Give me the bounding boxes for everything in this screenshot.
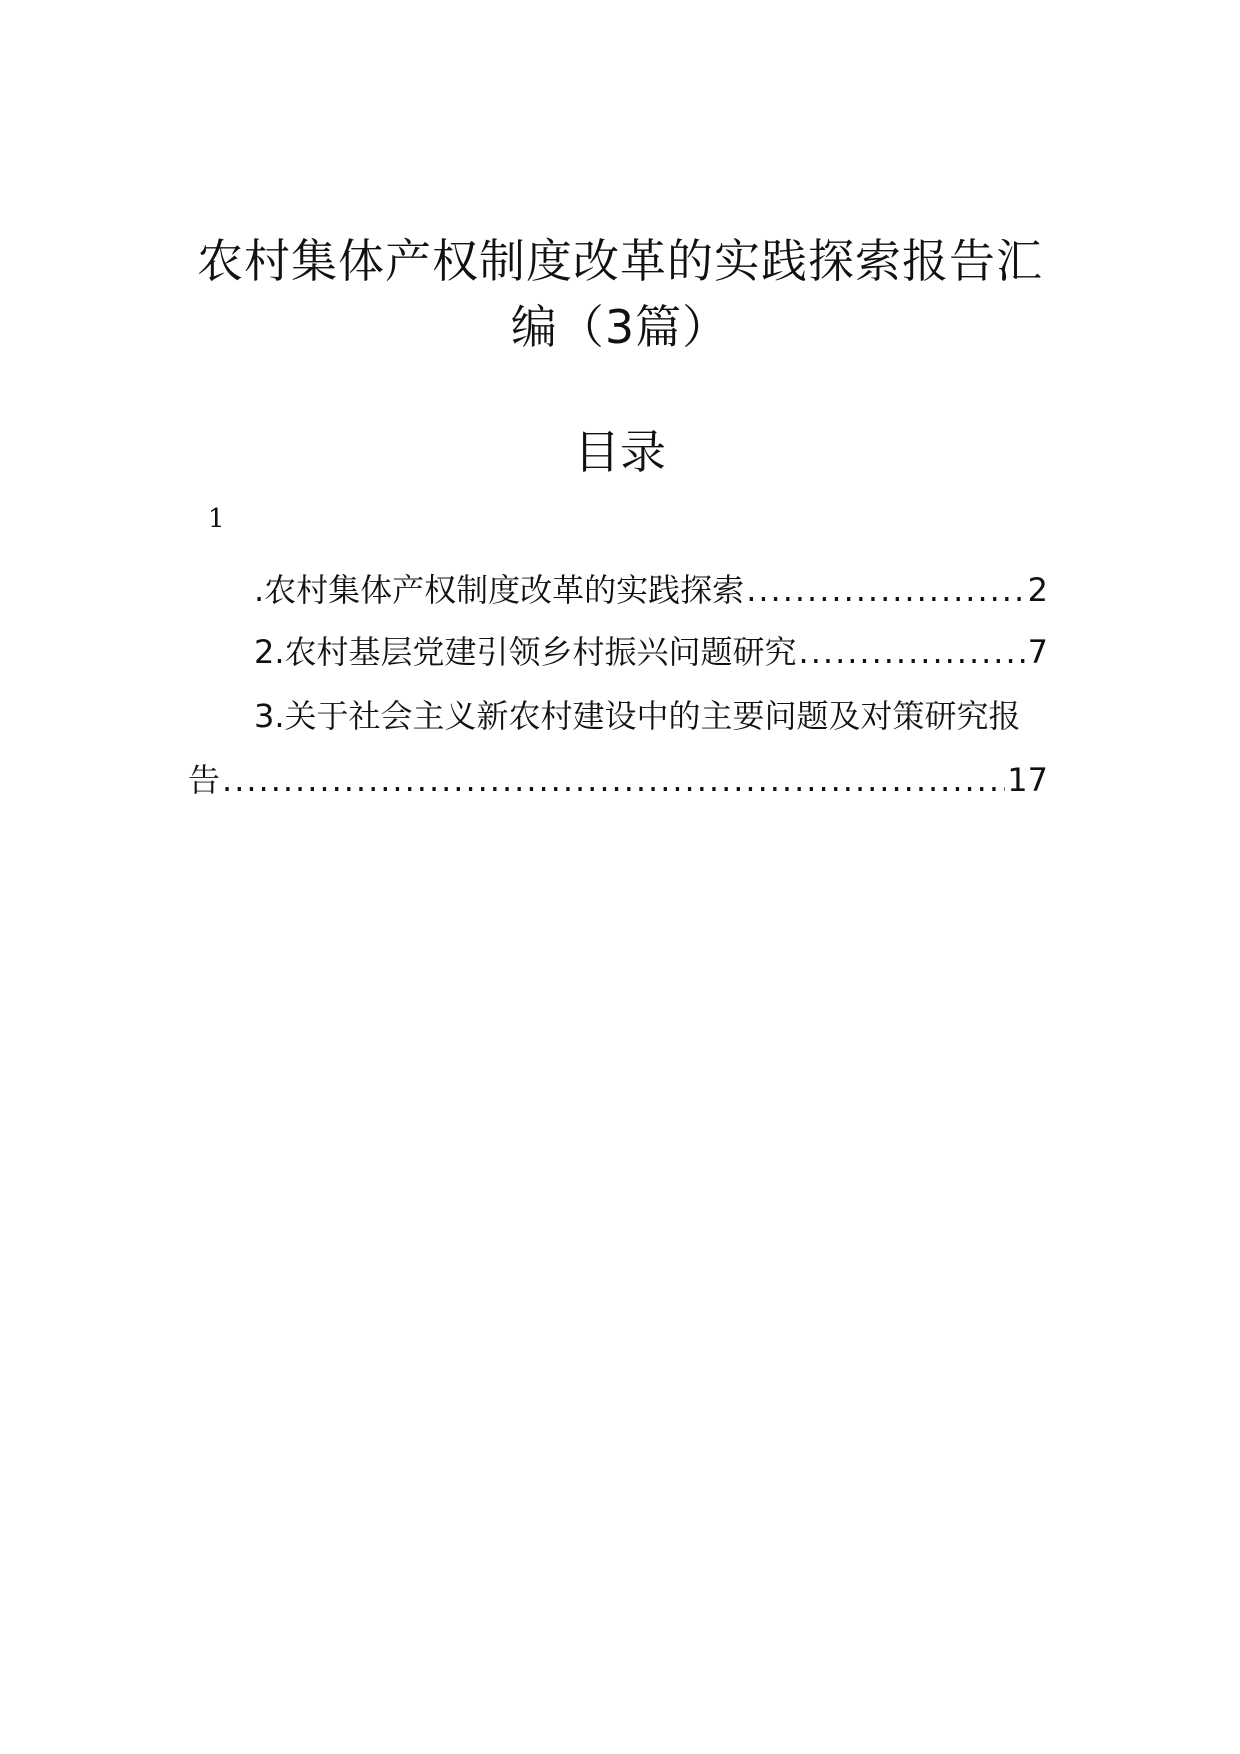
document-title-line-2: 编（3篇）	[510, 300, 730, 354]
toc-entry-2[interactable]	[254, 628, 1048, 676]
document-title-line-1: 农村集体产权制度改革的实践探索报告汇	[197, 234, 1043, 288]
toc-entry-3-line-2[interactable]	[188, 756, 1048, 804]
toc-entry-page: 2	[1027, 571, 1048, 609]
toc-entry-1[interactable]	[254, 566, 1048, 614]
toc-entry-3-line-1[interactable]: 3.关于社会主义新农村建设中的主要问题及对策研究报	[254, 697, 1021, 735]
toc-entry-label: .农村集体产权制度改革的实践探索	[254, 571, 745, 609]
toc-entry-page: 7	[1027, 633, 1048, 671]
toc-dot-leader	[799, 628, 1026, 676]
toc-dot-leader	[222, 756, 1005, 804]
toc-dot-leader	[746, 566, 1025, 614]
toc-heading: 目录	[574, 425, 666, 479]
stray-number: 1	[208, 504, 225, 534]
toc-entry-label: 告	[188, 761, 221, 799]
toc-entry-page: 17	[1007, 761, 1048, 799]
toc-entry-label: 2.农村基层党建引领乡村振兴问题研究	[254, 633, 797, 671]
